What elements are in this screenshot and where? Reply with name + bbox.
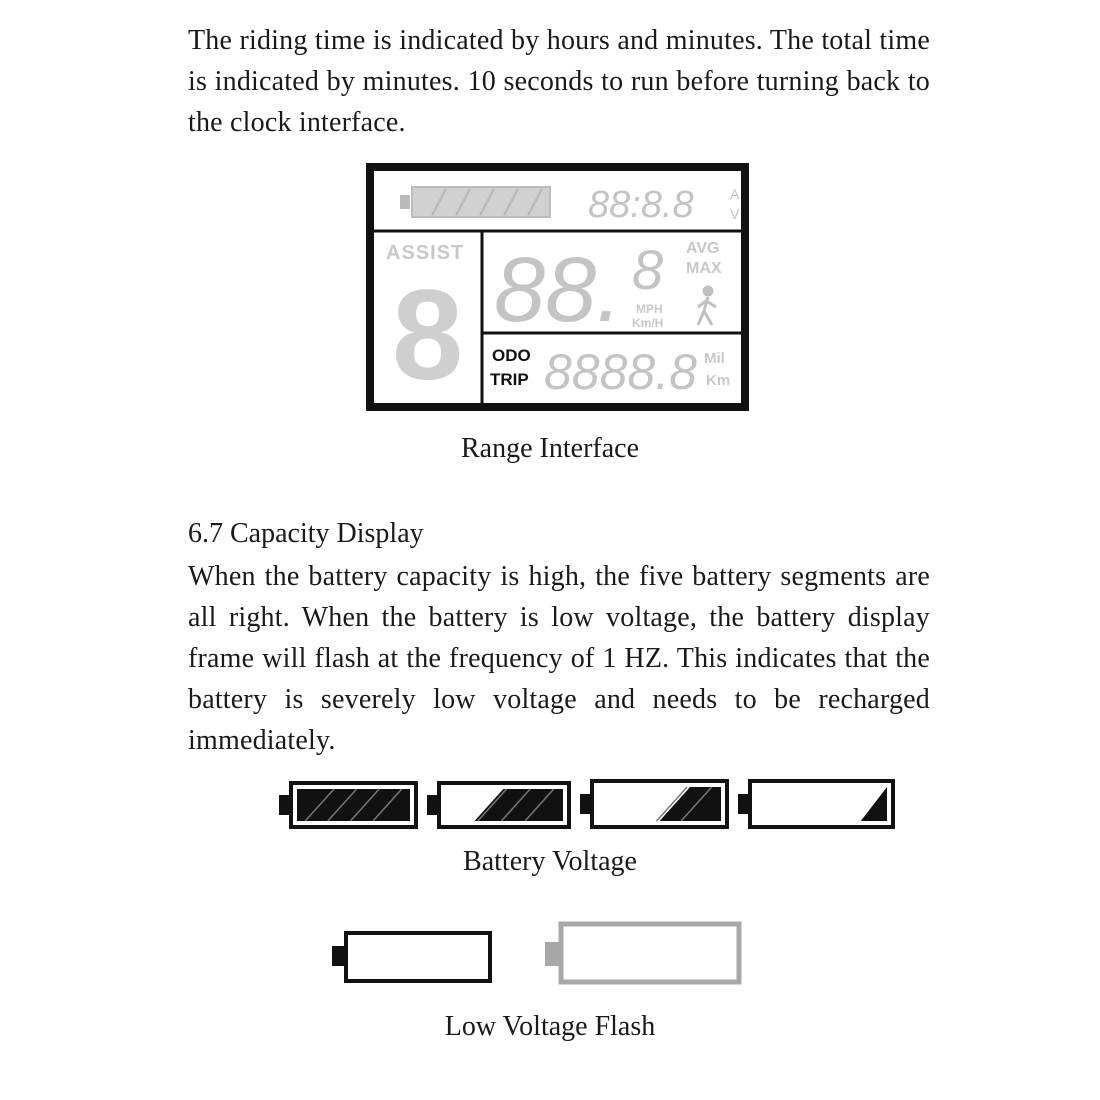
- low-voltage-icon-off: [543, 920, 743, 986]
- lcd-odo-label: ODO: [492, 346, 531, 365]
- walk-icon: [698, 287, 716, 325]
- battery-level-icon-3: [580, 778, 730, 830]
- lcd-unit-amp: A: [730, 186, 740, 202]
- lcd-max-label: MAX: [686, 260, 722, 277]
- battery-fill: [297, 789, 410, 821]
- battery-caption: Battery Voltage: [463, 846, 637, 877]
- lcd-unit-volt: V: [730, 206, 740, 222]
- lcd-speed-digits: 88.: [494, 239, 622, 341]
- intro-paragraph: The riding time is indicated by hours and minutes. The total time is indicated by minutes. 10 seconds to run before turning back to the clock interface.: [188, 25, 930, 138]
- lcd-figure: [374, 171, 741, 403]
- low-voltage-icon-on: [330, 929, 494, 985]
- lcd-kmh-label: Km/H: [632, 316, 664, 330]
- battery-level-icon-1: [279, 780, 419, 830]
- battery-level-icon-4: [738, 778, 896, 830]
- lcd-mil-label: Mil: [704, 350, 725, 367]
- lcd-speed-decimal: 8: [632, 238, 664, 301]
- range-caption: Range Interface: [461, 433, 639, 464]
- lcd-mph-label: MPH: [636, 302, 663, 316]
- lcd-top-readout: 88:8.8: [588, 184, 694, 226]
- lcd-assist-label: ASSIST: [386, 242, 465, 264]
- lcd-assist-digit: 8: [392, 264, 464, 403]
- lcd-distance-digits: 8888.8: [544, 344, 697, 400]
- lcd-avg-label: AVG: [686, 240, 720, 257]
- capacity-paragraph: When the battery capacity is high, the five battery segments are all right. When the battery is low voltage, the battery display frame will flash at the frequency of 1 HZ. This indicates that the battery is severely low voltage and needs to be recharged immediately.: [188, 561, 930, 756]
- lcd-battery-icon: [400, 187, 550, 217]
- lcd-trip-label: TRIP: [490, 370, 529, 389]
- battery-level-icon-2: [427, 780, 572, 830]
- lcd-display: [366, 163, 749, 411]
- low-voltage-caption: Low Voltage Flash: [444, 1011, 656, 1042]
- capacity-heading: 6.7 Capacity Display: [188, 518, 424, 549]
- lcd-km-label: Km: [706, 372, 731, 389]
